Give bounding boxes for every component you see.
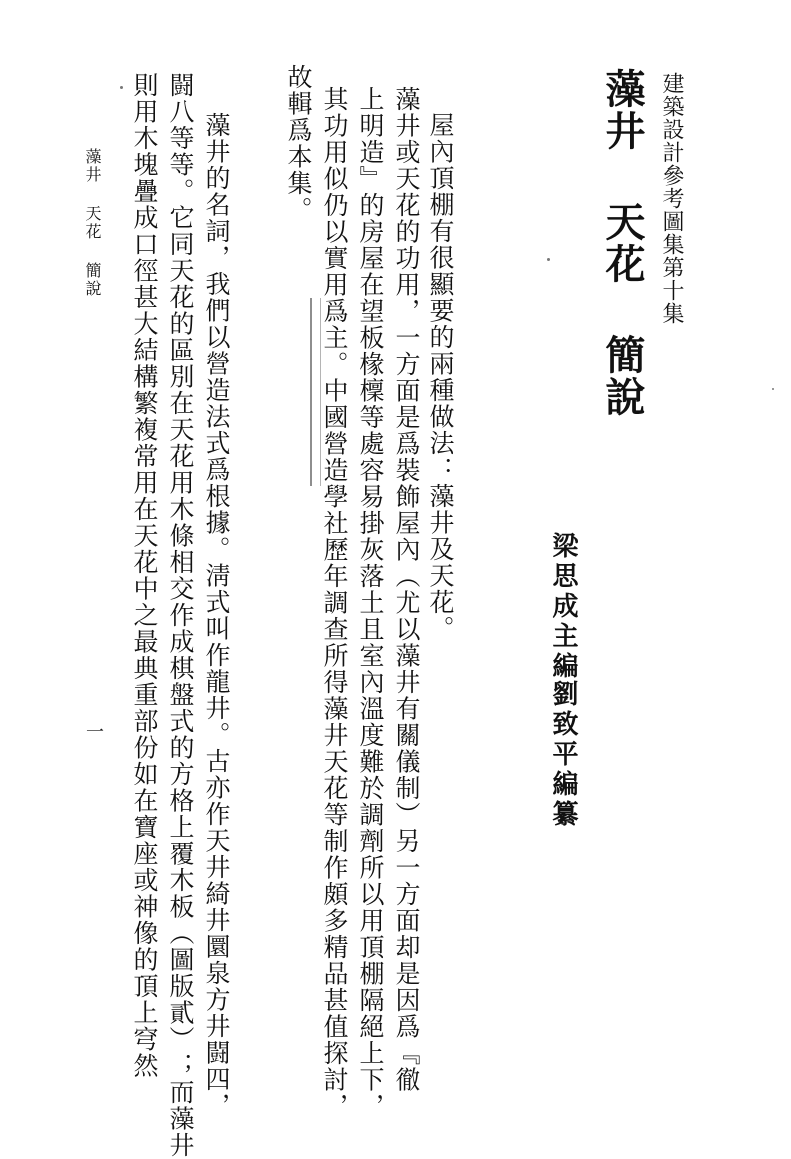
body-column-6: 藻井的名詞，我們以營造法式爲根據。淸式叫作龍井。古亦作天井綺井圜泉方井闘四， [202,112,231,1119]
running-title: 藻井 天花 簡說 [83,148,102,298]
scan-speck [547,258,550,261]
body-column-2: 藻井或天花的功用，一方面是爲裝飾屋內（尤以藻井有關儀制）另一方面却是因爲『徹 [392,86,421,1093]
scan-speck [120,86,123,89]
body-column-5: 故輯爲本集。 [284,64,313,223]
body-column-4: 其功用似仍以實用爲主。中國營造學社歷年調查所得藻井天花等制作頗多精品甚值探討， [320,86,349,1120]
scan-speck [772,388,774,390]
body-column-7: 闘八等等。它同天花的區別在天花用木條相交作成棋盤式的方格上覆木板（圖版貳）；而藻井 [166,72,195,1159]
body-column-3: 上明造』的房屋在望板椽檁等處容易掛灰落土且室內溫度難於調劑所以用頂棚隔絕上下， [356,86,385,1120]
seal-mark [310,298,321,486]
series-title: 建築設計參考圖集第十集 [659,72,684,325]
body-column-8: 則用木塊疊成口徑甚大結構繁複常用在天花中之最典重部份如在寶座或神像的頂上穹然 [130,72,159,1079]
page-title: 藻井 天花 簡說 [599,68,646,418]
compiler: 劉致平編纂 [548,680,578,830]
body-column-1: 屋內頂棚有很顯要的兩種做法：藻井及天花。 [426,112,455,642]
page-number: 一 [83,722,104,740]
chief-editor: 梁思成主編 [548,532,578,682]
